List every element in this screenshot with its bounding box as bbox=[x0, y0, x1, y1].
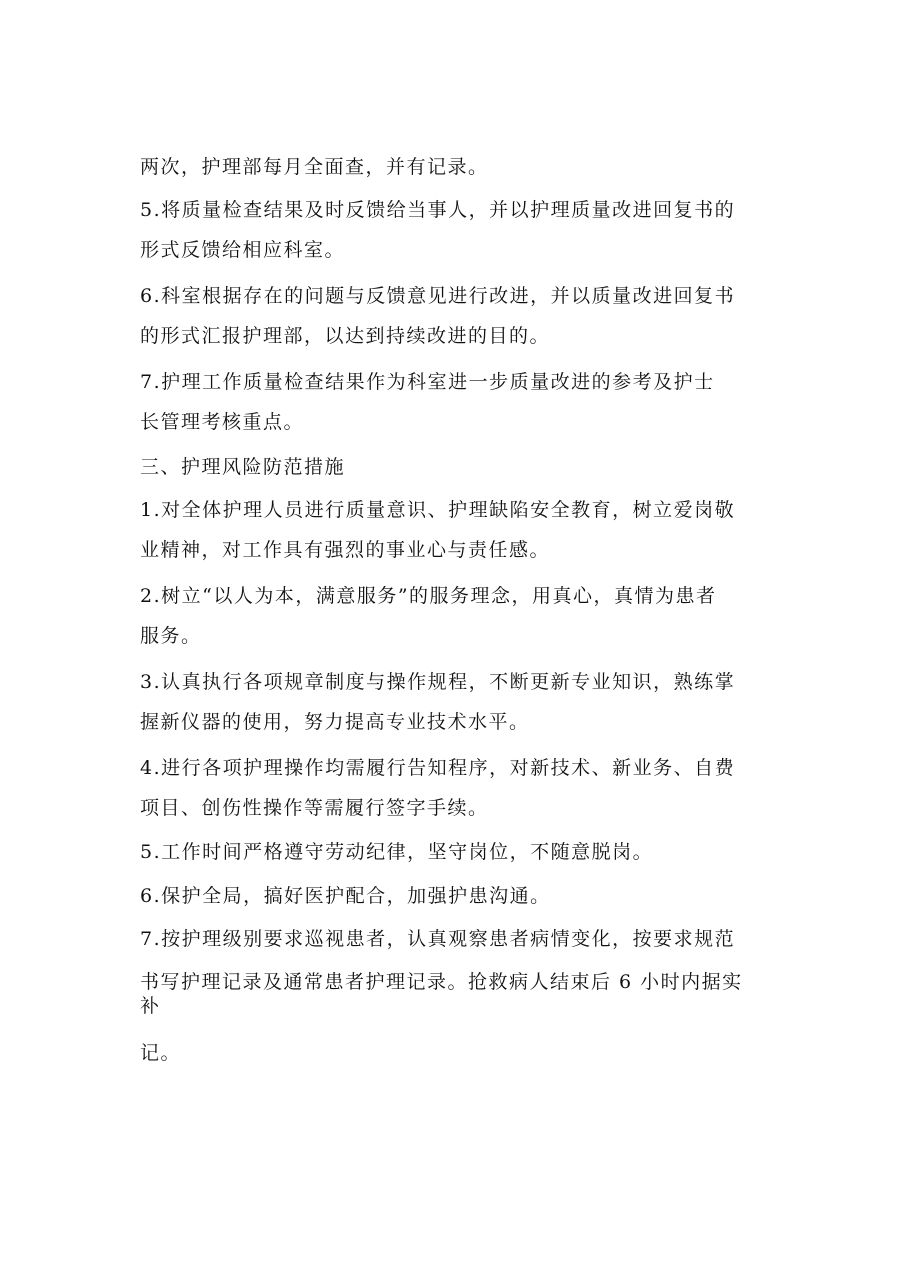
text-line: 3.认真执行各项规章制度与操作规程，不断更新专业知识，熟练掌 bbox=[140, 671, 736, 693]
text-line: 7.按护理级别要求巡视患者，认真观察患者病情变化，按要求规范 bbox=[140, 928, 736, 950]
text-line: 形式反馈给相应科室。 bbox=[140, 239, 346, 261]
text-line: 服务。 bbox=[140, 625, 202, 647]
text-line: 业精神，对工作具有强烈的事业心与责任感。 bbox=[140, 539, 551, 561]
text-line: 6.科室根据存在的问题与反馈意见进行改进，并以质量改进回复书 bbox=[140, 285, 736, 307]
text-line: 5.工作时间严格遵守劳动纪律，坚守岗位，不随意脱岗。 bbox=[140, 841, 654, 863]
text-line: 项目、创伤性操作等需履行签字手续。 bbox=[140, 797, 489, 819]
text-line: 1.对全体护理人员进行质量意识、护理缺陷安全教育，树立爱岗敬 bbox=[140, 499, 736, 521]
text-line: 两次，护理部每月全面查，并有记录。 bbox=[140, 156, 489, 178]
section-heading: 三、护理风险防范措施 bbox=[140, 456, 346, 478]
text-line: 4.进行各项护理操作均需履行告知程序，对新技术、新业务、自费 bbox=[140, 757, 736, 779]
text-line: 补 bbox=[140, 995, 161, 1017]
text-line: 2.树立“以人为本，满意服务”的服务理念，用真心，真情为患者 bbox=[140, 585, 717, 607]
text-line: 6.保护全局，搞好医护配合，加强护患沟通。 bbox=[140, 885, 551, 907]
text-line: 握新仪器的使用，努力提高专业技术水平。 bbox=[140, 711, 530, 733]
text-line: 5.将质量检查结果及时反馈给当事人，并以护理质量改进回复书的 bbox=[140, 199, 736, 221]
text-line: 长管理考核重点。 bbox=[140, 411, 305, 433]
text-line: 7.护理工作质量检查结果作为科室进一步质量改进的参考及护士 bbox=[140, 371, 715, 393]
text-line: 的形式汇报护理部，以达到持续改进的目的。 bbox=[140, 325, 551, 347]
text-line: 记。 bbox=[140, 1042, 182, 1064]
text-line: 书写护理记录及通常患者护理记录。抢救病人结束后 6 小时内据实 bbox=[140, 971, 743, 993]
